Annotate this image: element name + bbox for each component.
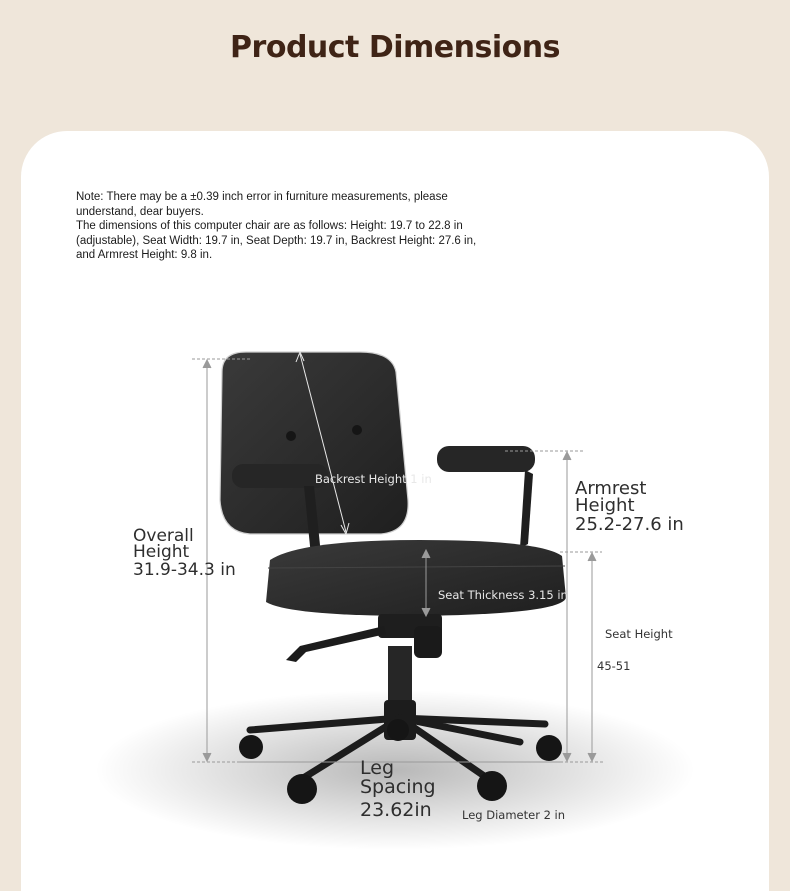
armrest-height-value: 25.2-27.6 in <box>575 514 684 535</box>
leg-spacing-label <box>360 759 436 820</box>
tilt-knob <box>414 626 442 658</box>
seat-height-label: Seat Height <box>605 627 673 641</box>
note-dimensions-text: The dimensions of this computer chair are as follows: Height: 19.7 to 22.8 in (adjustable), Seat Width: 19.7 in, Seat Depth: 19.7 in, Backrest Height: 27.6 in, and Armrest Height: 9.8 in. <box>76 220 477 261</box>
armrest-support-right <box>520 470 533 548</box>
leg-spacing-title-2: Spacing <box>360 776 436 798</box>
backrest-height-label: Backrest Height 1 in <box>315 472 432 486</box>
page-title: Product Dimensions <box>230 30 560 65</box>
armrest-height-title-1: Armrest <box>575 478 647 499</box>
overall-height-title-1: Overall <box>133 526 194 546</box>
height-lever <box>286 626 386 662</box>
note-error-text: Note: There may be a ±0.39 inch error in furniture measurements, please understand, dear buyers. <box>76 191 448 218</box>
armrest-height-label <box>575 480 684 533</box>
armrest-pad-right <box>437 446 535 472</box>
leg-diameter-label: Leg Diameter 2 in <box>462 808 566 822</box>
overall-height-label <box>133 528 236 578</box>
seat-thickness-label: Seat Thickness 3.15 in <box>438 588 568 602</box>
armrest-pad-left <box>232 464 328 488</box>
seat-height-value: 45-51 <box>597 659 631 673</box>
backrest-button-left <box>286 431 296 441</box>
overall-height-value: 31.9-34.3 in <box>133 560 236 580</box>
gas-lift <box>388 646 412 702</box>
backrest-button-right <box>352 425 362 435</box>
seat-cushion <box>266 540 566 616</box>
armrest-height-title-2: Height <box>575 495 635 516</box>
overall-height-title-2: Height <box>133 542 190 562</box>
leg-spacing-title-1: Leg <box>360 757 395 779</box>
leg-spacing-value: 23.62in <box>360 799 432 821</box>
